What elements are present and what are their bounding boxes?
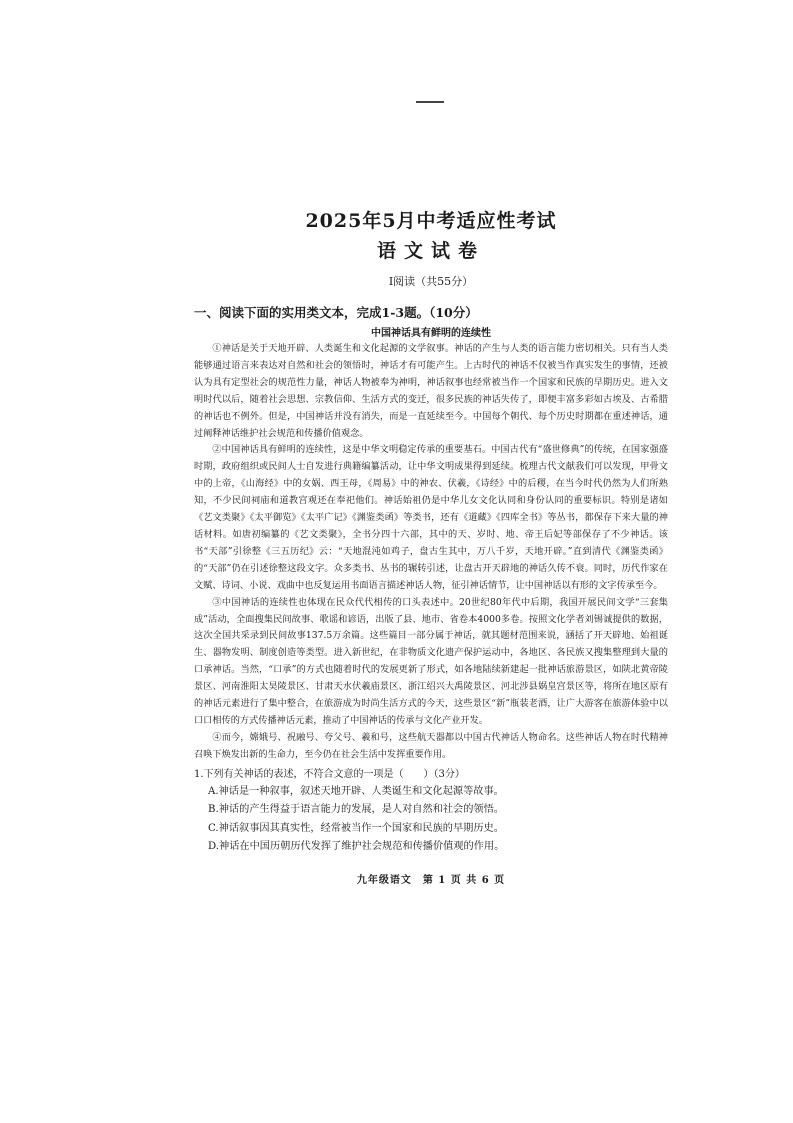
paper-title: 语文试卷 — [376, 240, 485, 262]
paragraph-3: ③中国神话的连续性也体现在民众代代相传的口头表述中。20世纪80年代中后期，我国开展民间文学“三套集成”活动，全面搜集民间故事、歌谣和谚语，出版了县、地市、省卷本4000多卷。按照文化学者刘锡诚提供的数据，这次全国共采录到民间故事137.5万余篇。这些篇目一部分属于神话，就其题材范围来说，涵括了开天辟地、始祖诞生、器物发明、制度创造等类型。进入新世纪，在非物质文化遗产保护运动中，各地区、各民族又搜集整理到大量的口承神话。当然，“口承”的方式也随着时代的发展更新了形式，如各地陆续新建起一批神话旅游景区，如陕北黄帝陵景区、河南淮阳太昊陵景区、甘肃天水伏羲庙景区、浙江绍兴大禹陵景区、河北涉县娲皇宫景区等，将所在地区原有的神话元素进行了集中整合，在旅游成为时尚生活方式的今天，这些景区“新”瓶装老酒，让广大游客在旅游体验中以口口相传的方式传播神话元素，推动了中国神话的传承与文化产业开发。 — [194, 596, 668, 726]
exam-title: 2025年5月中考适应性考试 — [305, 210, 557, 232]
option-b: B.神话的产生得益于语言能力的发展，是人对自然和社会的领悟。 — [208, 804, 504, 816]
question-group-heading: 一、阅读下面的实用类文本，完成1-3题。（10分） — [194, 305, 478, 320]
option-c: C.神话叙事因其真实性，经常被当作一个国家和民族的早期历史。 — [208, 822, 504, 834]
question-1-stem: 1.下列有关神话的表述，不符合文意的一项是（ ）（3分） — [194, 768, 465, 780]
exam-page — [194, 208, 668, 886]
paragraph-1: ①神话是关于天地开辟、人类诞生和文化起源的文学叙事。神话的产生与人类的语言能力密切相关。只有当人类能够通过语言来表达对自然和社会的领悟时，神话才有可能产生。上古时代的神话不仅被当作真实发生的事情，还被认为具有定型社会的规范性力量，神话人物被奉为神明，神话叙事也经常被当作一个国家和民族的早期历史。进入文明时代以后，随着社会思想、宗教信仰、生活方式的变迁，很多民族的神话失传了，即便丰富多彩如古埃及、古希腊的神话也不例外。但是，中国神话并没有消失，而是一直延续至今。中国每个朝代、每个历史时期都在重述神话，通过阐释神话维护社会规范和传播价值观念。 — [194, 343, 668, 439]
paragraph-4: ④而今，嫦娥号、祝融号、夸父号、羲和号，这些航天器都以中国古代神话人物命名。这些神话人物在时代精神召唤下焕发出新的生命力，至今仍在社会生活中发挥重要作用。 — [194, 731, 668, 760]
scan-mark — [416, 101, 444, 103]
option-a: A.神话是一种叙事，叙述天地开辟、人类诞生和文化起源等故事。 — [208, 785, 504, 797]
article-title: 中国神话具有鲜明的连续性 — [371, 328, 491, 339]
section-label: Ⅰ阅读（共55分） — [388, 275, 474, 288]
page-footer: 九年级语文 第 1 页 共 6 页 — [356, 874, 506, 886]
paragraph-2: ②中国神话具有鲜明的连续性，这是中华文明稳定传承的重要基石。中国古代有“盛世修典”的传统，在国家强盛时期，政府组织或民间人士自发进行典籍编纂活动，让中华文明成果得到延续。梳理古代文献我们可以发现，甲骨文中的上帝，《山海经》中的女娲、西王母，《周易》中的神农、伏羲，《诗经》中的后稷，在当今时代仍然为人们所熟知，不少民间祠庙和道教宫观还在奉祀他们。神话始祖仍是中华儿女文化认同和身份认同的重要标识。特别是诸如《艺文类聚》《太平御览》《太平广记》《渊鉴类函》等类书，还有《道藏》《四库全书》等丛书，都保存下来大量的神话材料。如唐初编纂的《艺文类聚》，全书分四十六部，其中的天、岁时、地、帝王后妃等部保存了不少神话。该书“天部”引徐整《三五历纪》云：“天地混沌如鸡子，盘古生其中，万八千岁，天地开辟。”直到清代《渊鉴类函》的“天部”仍在引述徐整这段文字。众多类书、丛书的辗转引述，让盘古开天辟地的神话久传不衰。同时，历代作家在文赋、诗词、小说、戏曲中也反复运用书面语言描述神话人物，征引神话情节，让中国神话以有形的文字传承至今。 — [194, 444, 668, 591]
option-d: D.神话在中国历朝历代发挥了维护社会规范和传播价值观的作用。 — [208, 841, 505, 853]
